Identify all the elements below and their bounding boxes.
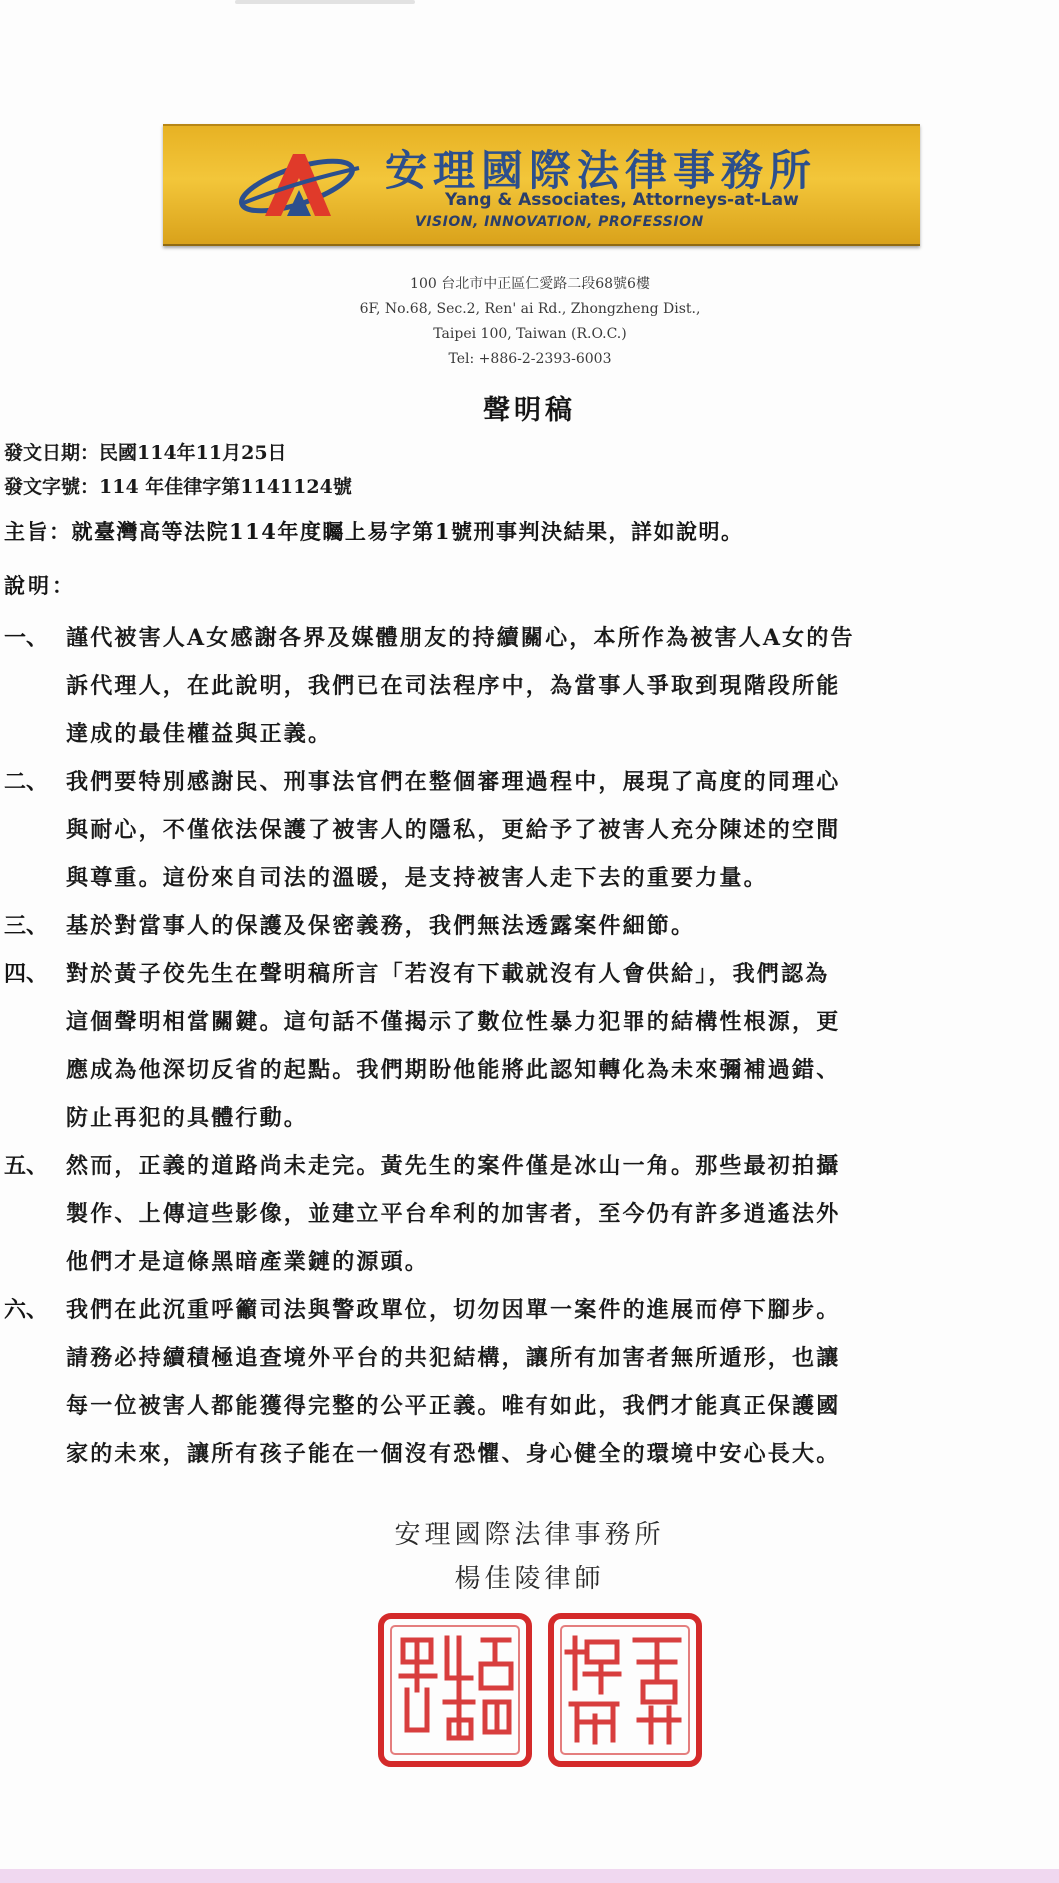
firm-name-en: Yang & Associates, Attorneys-at-Law: [445, 190, 799, 210]
item-line: 這個聲明相當關鍵。這句話不僅揭示了數位性暴力犯罪的結構性根源，更: [66, 1009, 841, 1035]
item-number: 一、: [4, 625, 49, 651]
item-number: 五、: [4, 1153, 49, 1179]
item-line: 家的未來，讓所有孩子能在一個沒有恐懼、身心健全的環境中安心長大。: [66, 1441, 841, 1467]
signature-lawyer: 楊佳陵律師: [454, 1564, 605, 1594]
item-line: 他們才是這條黑暗產業鏈的源頭。: [66, 1249, 430, 1275]
address-line-zh: 100 台北市中正區仁愛路二段68號6樓: [410, 276, 650, 292]
item-text: [66, 950, 1054, 1142]
item-line: 請務必持續積極追查境外平台的共犯結構，讓所有加害者無所遁形，也讓: [66, 1345, 841, 1371]
issue-date: 發文日期：民國114年11月25日: [4, 442, 287, 464]
item-line: 然而，正義的道路尚未走完。黃先生的案件僅是冰山一角。那些最初拍攝: [66, 1153, 841, 1179]
explanation-label: 說明：: [4, 573, 76, 598]
statement-item: [4, 1286, 1054, 1478]
item-text: [66, 902, 1054, 950]
statement-items: [4, 614, 1054, 1478]
item-number: 四、: [4, 961, 49, 987]
statement-item: [4, 1142, 1054, 1286]
address-phone: Tel: +886-2-2393-6003: [448, 351, 612, 367]
statement-item: [4, 614, 1054, 758]
firm-motto: VISION, INNOVATION, PROFESSION: [415, 214, 704, 230]
address-block: [240, 272, 820, 372]
item-line: 對於黃子佼先生在聲明稿所言「若沒有下載就沒有人會供給」，我們認為: [66, 961, 830, 987]
item-line: 應成為他深切反省的起點。我們期盼他能將此認知轉化為未來彌補過錯、: [66, 1057, 841, 1083]
item-text: [66, 614, 1054, 758]
item-line: 訴代理人，在此說明，我們已在司法程序中，為當事人爭取到現階段所能: [66, 673, 841, 699]
item-text: [66, 1286, 1054, 1478]
item-number: 六、: [4, 1297, 49, 1323]
address-line-en-1: 6F, No.68, Sec.2, Ren' ai Rd., Zhongzheng Dist.,: [359, 301, 701, 317]
document-subject: 主旨：就臺灣高等法院114年度矚上易字第1號刑事判決結果，詳如說明。: [4, 519, 744, 544]
item-line: 基於對當事人的保護及保密義務，我們無法透露案件細節。: [66, 913, 696, 939]
signature-firm: 安理國際法律事務所: [394, 1520, 665, 1550]
item-text: [66, 1142, 1054, 1286]
reference-number: 發文字號：114 年佳律字第1141124號: [4, 476, 352, 498]
item-text: [66, 758, 1054, 902]
statement-item: [4, 902, 1054, 950]
firm-seal-stamp: [377, 1612, 533, 1768]
item-line: 與尊重。這份來自司法的溫暖，是支持被害人走下去的重要力量。: [66, 865, 768, 891]
item-number: 二、: [4, 769, 49, 795]
statement-item: [4, 950, 1054, 1142]
scan-bottom-band: [0, 1869, 1059, 1883]
address-line-en-2: Taipei 100, Taiwan (R.O.C.): [433, 326, 627, 342]
item-line: 與耐心，不僅依法保護了被害人的隱私，更給予了被害人充分陳述的空間: [66, 817, 841, 843]
document-meta: [4, 436, 352, 504]
document-title: 聲明稿: [483, 395, 576, 426]
item-line: 製作、上傳這些影像，並建立平台牟利的加害者，至今仍有許多逍遙法外: [66, 1201, 841, 1227]
scan-smudge: [235, 0, 415, 4]
item-line: 每一位被害人都能獲得完整的公平正義。唯有如此，我們才能真正保護國: [66, 1393, 841, 1419]
statement-item: [4, 758, 1054, 902]
lawyer-seal-stamp: [547, 1612, 703, 1768]
item-line: 達成的最佳權益與正義。: [66, 721, 333, 747]
item-line: 我們要特別感謝民、刑事法官們在整個審理過程中，展現了高度的同理心: [66, 769, 841, 795]
firm-logo-icon: [235, 146, 365, 228]
item-line: 謹代被害人A女感謝各界及媒體朋友的持續關心，本所作為被害人A女的告: [66, 625, 855, 651]
letterhead-banner: [163, 124, 920, 246]
item-line: 防止再犯的具體行動。: [66, 1105, 309, 1131]
firm-name-zh: 安理國際法律事務所: [385, 146, 818, 195]
item-line: 我們在此沉重呼籲司法與警政單位，切勿因單一案件的進展而停下腳步。: [66, 1297, 841, 1323]
item-number: 三、: [4, 913, 49, 939]
